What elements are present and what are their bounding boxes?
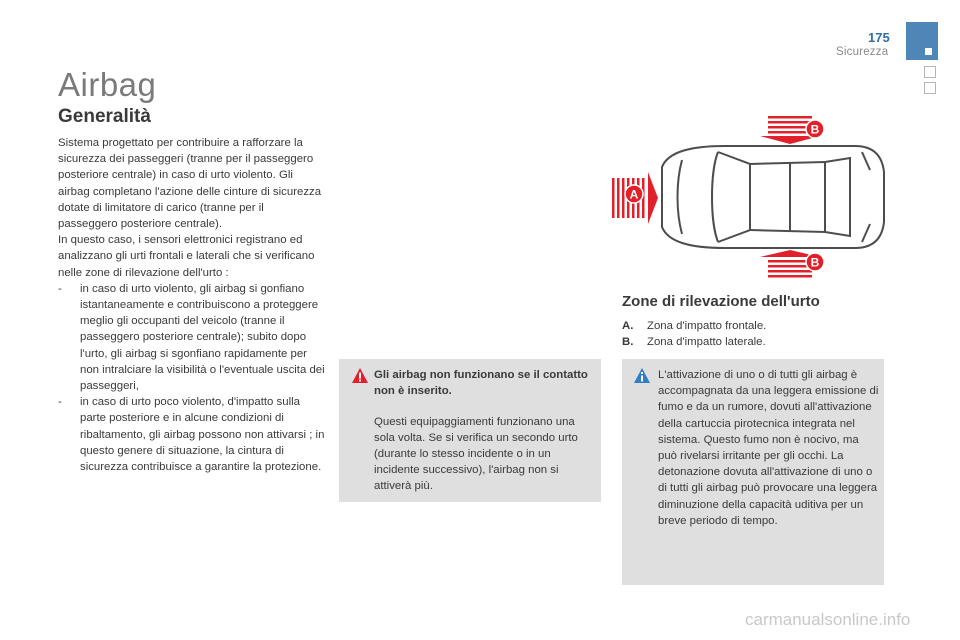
warning-box xyxy=(339,359,601,502)
tab-marker-icon xyxy=(925,48,932,55)
list-dash: - xyxy=(58,396,62,409)
tab-outline-icon xyxy=(924,82,936,94)
label-b-badge-bottom xyxy=(806,253,824,271)
label-b-badge-top xyxy=(806,120,824,138)
section-heading: Generalità xyxy=(58,106,151,127)
intro-paragraph-2: In questo caso, i sensori elettronici registrano ed analizzano gli urti frontali e laterali che si verificano nelle zone di rilevazione dell'urto : xyxy=(58,234,315,279)
label-a: A xyxy=(629,187,639,202)
label-a-badge xyxy=(625,185,643,203)
zone-text: Zona d'impatto laterale. xyxy=(647,336,766,348)
warning-text: Questi equipaggiamenti funzionano una sola volta. Se si verifica un secondo urto (durante lo stesso incidente o in un incidente successivo), l'airbag non si attiverà più. xyxy=(374,416,578,492)
info-text: L'attivazione di uno o di tutti gli airbag è accompagnata da una leggera emissione di fumo e da un rumore, dovuti all'attivazione della cartuccia pirotecnica integrata nel sistema. Questo fumo non è nocivo, ma può rivelarsi irritante per gli occhi. La detonazione dovuta all'attivazione di uno o di tutti gli airbag può provocare una leggera diminuzione della capacità uditiva per un breve periodo di tempo. xyxy=(658,369,879,527)
watermark: carmanualsonline.info xyxy=(745,610,911,629)
list-dash: - xyxy=(58,282,62,295)
intro-text xyxy=(58,135,326,475)
zone-key: B. xyxy=(622,336,634,348)
page-number: 175 xyxy=(868,30,890,45)
section-label: Sicurezza xyxy=(836,46,889,58)
label-b: B xyxy=(810,255,820,270)
warning-bold-text: Gli airbag non funzionano se il contatto non è inserito. xyxy=(374,369,588,397)
section-tab xyxy=(906,22,938,60)
list-item-text: in caso di urto violento, gli airbag si gonfiano istantaneamente e contribuiscono a proteggere meglio gli occupanti del veicolo (tranne il passeggero posteriore centrale); subito dopo l'urto, gli airbag si sgonfiano rapidamente per non intralciare la visibilità o l'eventuale uscita dei passeggeri, xyxy=(80,282,325,393)
label-b: B xyxy=(810,122,820,137)
info-icon xyxy=(633,367,651,385)
warning-icon xyxy=(351,367,369,385)
info-box xyxy=(622,359,884,585)
car-airbag-diagram xyxy=(600,112,900,282)
zone-item xyxy=(622,336,766,348)
page-title: Airbag xyxy=(58,66,157,103)
car-outline xyxy=(662,146,884,248)
intro-paragraph: Sistema progettato per contribuire a rafforzare la sicurezza dei passeggeri (tranne per il passeggero posteriore centrale) in caso di urto violento. Gli airbag completano l'azione delle cinture di sicurezza dotate di limitatore di carico (tranne per il passeggero posteriore centrale). xyxy=(58,137,322,231)
list-item-text: in caso di urto poco violento, d'impatto sulla parte posteriore e in alcune condizioni di ribaltamento, gli airbag possono non attivarsi ; in questo genere di situazione, la cintura di sicurezza contribuisce a garantire la protezione. xyxy=(80,396,325,474)
tab-outline-icon xyxy=(924,66,936,78)
zone-key: A. xyxy=(622,320,634,332)
zone-item xyxy=(622,320,766,332)
zones-heading: Zone di rilevazione dell'urto xyxy=(622,293,820,310)
list-item xyxy=(58,281,326,394)
zone-text: Zona d'impatto frontale. xyxy=(647,320,767,332)
list-item xyxy=(58,394,326,475)
